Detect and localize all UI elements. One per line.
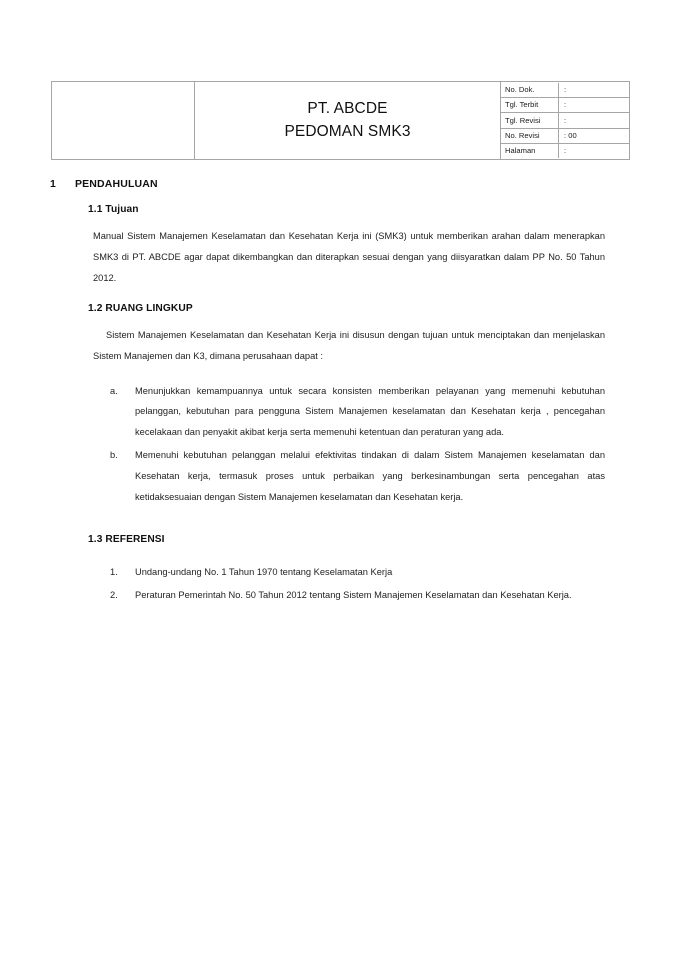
document-title-cell — [195, 82, 501, 160]
meta-row-tgl-revisi — [501, 113, 629, 128]
meta-label-tgl-terbit: Tgl. Terbit — [501, 97, 559, 112]
list-item — [0, 585, 678, 606]
meta-value-tgl-revisi: : — [559, 113, 630, 128]
document-body — [0, 178, 678, 608]
list-item-text: Peraturan Pemerintah No. 50 Tahun 2012 tentang Sistem Manajemen Keselamatan dan Kesehatan Kerja. — [135, 589, 572, 600]
list-item — [0, 381, 678, 444]
header-row — [52, 82, 630, 160]
list-item-text: Undang-undang No. 1 Tahun 1970 tentang Keselamatan Kerja — [135, 566, 393, 577]
meta-label-tgl-revisi: Tgl. Revisi — [501, 113, 559, 128]
list-item — [0, 445, 678, 508]
section-1-3-heading: 1.3 REFERENSI — [88, 533, 165, 545]
section-1-2-list — [0, 381, 678, 508]
spacer — [0, 289, 678, 303]
list-item-marker: a. — [110, 385, 118, 396]
document-meta-cell — [501, 82, 630, 160]
section-1-number: 1 — [50, 178, 56, 190]
meta-row-halaman — [501, 144, 629, 159]
spacer — [0, 367, 678, 381]
logo-cell — [52, 82, 195, 160]
list-item-text: Menunjukkan kemampuannya untuk secara konsisten memberikan pelayanan yang memenuhi kebutuhan pelanggan, kebutuhan para pengguna Sistem Manajemen keselamatan dan Kesehatan kerja , pencegahan kecelakaan dan penyakit akibat kerja serta memenuhi ketentuan dan peraturan yang ada. — [135, 385, 605, 438]
meta-value-tgl-terbit: : — [559, 97, 630, 112]
meta-value-halaman: : — [559, 144, 630, 159]
section-1-2-heading: 1.2 RUANG LINGKUP — [88, 302, 193, 314]
list-item-marker: 1. — [110, 566, 118, 577]
spacer — [0, 510, 678, 534]
section-1-3-list — [0, 562, 678, 606]
document-meta-table — [501, 83, 629, 159]
document-header-table — [51, 81, 630, 160]
document-title: PEDOMAN SMK3 — [284, 122, 411, 140]
meta-label-no-revisi: No. Revisi — [501, 128, 559, 143]
list-item-marker: b. — [110, 450, 118, 461]
list-item-marker: 2. — [110, 589, 118, 600]
section-1-title: PENDAHULUAN — [75, 178, 158, 190]
meta-label-no-dok: No. Dok. — [501, 83, 559, 98]
section-1-heading — [0, 178, 678, 190]
section-1-1-heading: 1.1 Tujuan — [88, 204, 139, 215]
meta-row-no-dok — [501, 83, 629, 98]
company-name: PT. ABCDE — [307, 100, 388, 118]
meta-label-halaman: Halaman — [501, 144, 559, 159]
meta-value-no-dok: : — [559, 83, 630, 98]
meta-row-no-revisi — [501, 128, 629, 143]
meta-row-tgl-terbit — [501, 97, 629, 112]
section-1-1-paragraph: Manual Sistem Manajemen Keselamatan dan Kesehatan Kerja ini (SMK3) untuk memberikan arahan dalam menerapkan SMK3 di PT. ABCDE agar dapat dikembangkan dan diterapkan sesuai dengan yang diisyaratkan dalam PP No. 50 Tahun 2012. — [93, 231, 605, 283]
list-item-text: Memenuhi kebutuhan pelanggan melalui efektivitas tindakan di dalam Sistem Manajemen keselamatan dan Kesehatan kerja, termasuk proses untuk perbaikan yang berkesinambungan serta pencegahan atas ketidaksesuaian dengan Sistem Manajemen keselamatan dan Kesehatan kerja. — [135, 450, 605, 503]
meta-value-no-revisi: : 00 — [559, 128, 630, 143]
list-item — [0, 562, 678, 583]
section-1-2-paragraph: Sistem Manajemen Keselamatan dan Kesehatan Kerja ini disusun dengan tujuan untuk menciptakan dan menjelaskan Sistem Manajemen dan K3, dimana perusahaan dapat : — [93, 329, 605, 361]
